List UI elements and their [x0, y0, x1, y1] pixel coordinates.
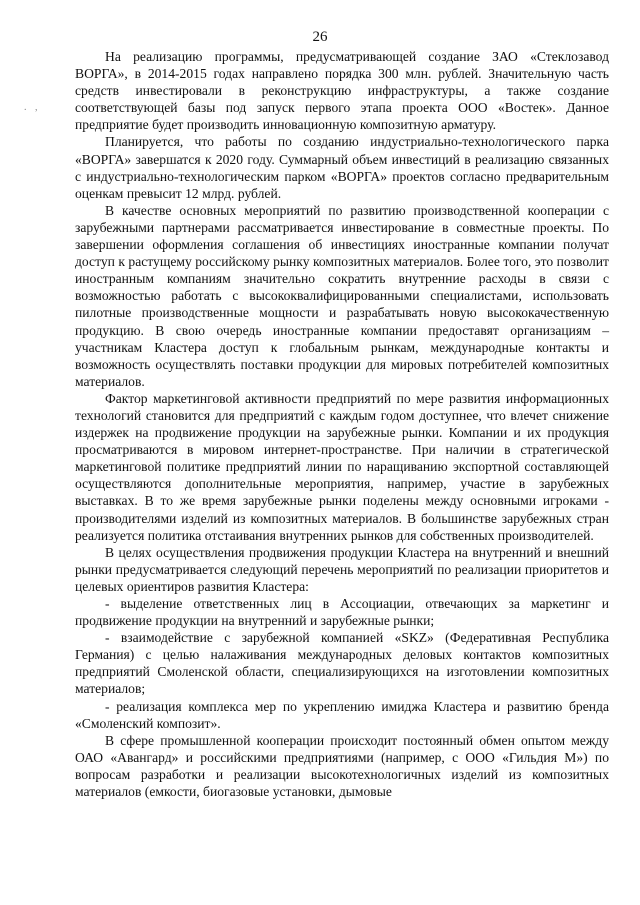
list-item-brand-image: - реализация комплекса мер по укреплению имиджа Кластера и развитию бренда «Смоленский композит».	[75, 698, 609, 731]
paragraph-foreign-cooperation: В качестве основных мероприятий по развитию производственной кооперации с зарубежными партнерами рассматривается инвестирование в совместные проекты. По завершении оформления соглашения об инвестициях иностранные компании получат доступ к растущему российскому рынку композитных материалов. Более того, это позволит иностранным компаниям значительно сократить внутренние расходы в связи с возможностью работать с высококвалифицированными специалистами, использовать пилотные производственные мощности и разрабатывать новую высококачественную продукцию. В свою очередь иностранные компании предоставят организациям – участникам Кластера доступ к глобальным рынкам, международные контакты и возможность осуществлять поставки продукции для мировых потребителей композитных материалов.	[75, 202, 609, 389]
paragraph-marketing-activity: Фактор маркетинговой активности предприятий по мере развития информационных технологий становится для предприятий с каждым годом доступнее, что влечет снижение издержек на продвижение продукции на зарубежные рынки. Компании и их продукция просматриваются в мировом интернет-пространстве. При наличии в стратегической маркетинговой политике предприятий линии по наращиванию экспортной составляющей осуществляются дополнительные мероприятия, например, участие в зарубежных выставках. В то же время зарубежные рынки поделены между основными игроками - производителями изделий из композитных материалов. В большинстве зарубежных стран реализуется политика отстаивания внутренних рынков для собственных производителей.	[75, 390, 609, 543]
paragraph-promotion-measures: В целях осуществления продвижения продукции Кластера на внутренний и внешний рынки предусматривается следующий перечень мероприятий по реализации приоритетов и целевых ориентиров развития Кластера:	[75, 544, 609, 594]
list-item-responsible-persons: - выделение ответственных лиц в Ассоциации, отвечающих за маркетинг и продвижение продукции на внутренний и зарубежные рынки;	[75, 596, 609, 629]
paragraph-industrial-park: Планируется, что работы по созданию индустриально-технологического парка «ВОРГА» завершатся к 2020 году. Суммарный объем инвестиций в реализацию связанных с индустриально-технологическим парком «ВОРГА» проектов согласно предварительным оценкам превысит 12 млрд. рублей.	[75, 134, 609, 201]
margin-mark: . ,	[24, 102, 41, 113]
document-body	[75, 48, 609, 800]
page-number: 26	[312, 29, 328, 45]
list-item-skz-interaction: - взаимодействие с зарубежной компанией «SKZ» (Федеративная Республика Германия) с целью налаживания международных деловых контактов композитных предприятий Смоленской области, специализирующихся на изготовлении композитных материалов;	[75, 630, 609, 697]
paragraph-industrial-cooperation: В сфере промышленной кооперации происходит постоянный обмен опытом между ОАО «Авангард» и российскими предприятиями (например, с ООО «Гильдия М») по вопросам разработки и реализации высокотехнологичных изделий из композитных материалов (емкости, биогазовые установки, дымовые	[75, 732, 609, 800]
paragraph-vorga-glass-plant: На реализацию программы, предусматривающей создание ЗАО «Стеклозавод ВОРГА», в 2014-2015 годах направлено порядка 300 млн. рублей. Значительную часть средств инвестировали в реконструкцию инфраструктуры, а также создание соответствующей базы под запуск первого этапа проекта ООО «Востек». Данное предприятие будет производить инновационную композитную арматуру.	[75, 49, 609, 133]
